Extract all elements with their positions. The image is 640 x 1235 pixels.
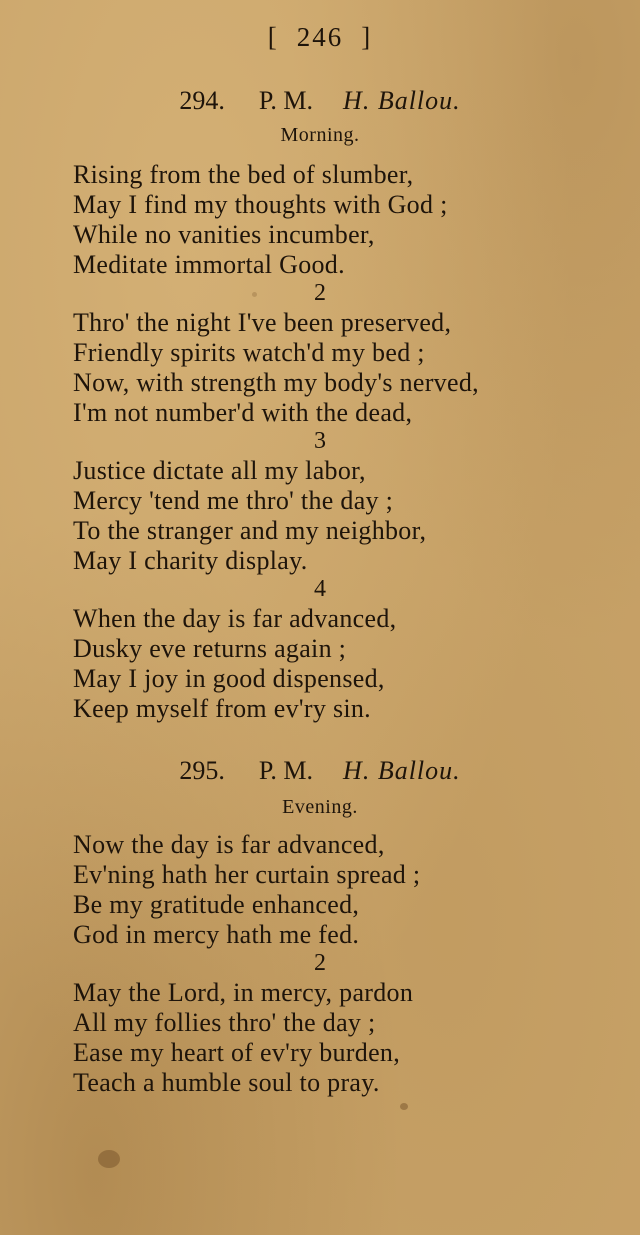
verse-line: Keep myself from ev'ry sin. <box>73 694 371 723</box>
verse-line: Rising from the bed of slumber, <box>73 160 414 189</box>
stanza-number: 2 <box>314 950 326 976</box>
page-number-value: 246 <box>296 22 344 52</box>
verse-line: Ev'ning hath her curtain spread ; <box>73 860 421 889</box>
stanza-number: 2 <box>314 280 326 306</box>
verse-line: Dusky eve returns again ; <box>73 634 347 663</box>
page-number <box>0 22 640 53</box>
verse-line: While no vanities incumber, <box>73 220 375 249</box>
verse-line: May I charity display. <box>73 546 308 575</box>
verse-line: Thro' the night I've been preserved, <box>73 308 452 337</box>
hymn-meter: P. M. <box>258 86 314 115</box>
hymn-header <box>0 86 640 116</box>
verse-line: Ease my heart of ev'ry burden, <box>73 1038 401 1067</box>
stanza-number: 3 <box>314 428 326 454</box>
hymn-meter: P. M. <box>258 756 314 785</box>
verse-line: Now, with strength my body's nerved, <box>73 368 479 397</box>
paper-stain <box>98 1150 120 1168</box>
verse-line: Now the day is far advanced, <box>73 830 385 859</box>
verse-line: All my follies thro' the day ; <box>73 1008 376 1037</box>
verse-line: May I joy in good dispensed, <box>73 664 385 693</box>
verse-line: May the Lord, in mercy, pardon <box>73 978 414 1007</box>
verse-line: Friendly spirits watch'd my bed ; <box>73 338 425 367</box>
stanza-number: 4 <box>314 576 326 602</box>
verse-line: Justice dictate all my labor, <box>73 456 366 485</box>
paper-stain <box>400 1103 408 1110</box>
hymn-author: H. Ballou. <box>343 756 461 785</box>
hymn-author: H. Ballou. <box>343 86 461 115</box>
verse-line: When the day is far advanced, <box>73 604 397 633</box>
verse-line: I'm not number'd with the dead, <box>73 398 413 427</box>
verse-line: Meditate immortal Good. <box>73 250 345 279</box>
hymn-title: Morning. <box>280 124 360 146</box>
paper-stain <box>252 292 257 297</box>
hymn-number: 294. <box>179 86 225 115</box>
verse-line: May I find my thoughts with God ; <box>73 190 448 219</box>
verse-line: God in mercy hath me fed. <box>73 920 360 949</box>
hymn-number: 295. <box>179 756 225 785</box>
hymn-title: Evening. <box>282 796 358 818</box>
verse-line: Teach a humble soul to pray. <box>73 1068 380 1097</box>
verse-line: Be my gratitude enhanced, <box>73 890 360 919</box>
left-bracket: [ <box>267 22 279 52</box>
verse-line: To the stranger and my neighbor, <box>73 516 427 545</box>
verse-line: Mercy 'tend me thro' the day ; <box>73 486 394 515</box>
right-bracket: ] <box>361 22 373 52</box>
hymn-header <box>0 756 640 786</box>
